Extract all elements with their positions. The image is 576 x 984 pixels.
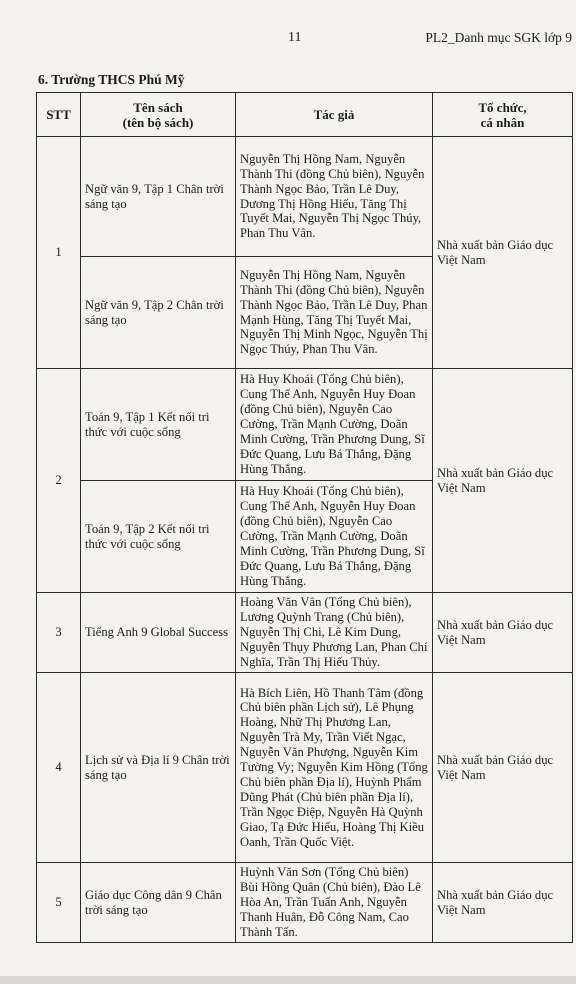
stt-cell: 4 — [37, 673, 81, 863]
authors-cell: Huỳnh Văn Sơn (Tổng Chủ biên) Bùi Hồng Quân (Chủ biên), Đào Lê Hòa An, Trần Tuấn Anh, Nguyễn Thanh Huân, Đỗ Công Nam, Cao Thành Tấn. — [236, 863, 433, 943]
publisher-cell: Nhà xuất bản Giáo dục Việt Nam — [433, 369, 573, 593]
textbook-table — [36, 92, 573, 943]
book-title-cell: Giáo dục Công dân 9 Chân trời sáng tạo — [81, 863, 236, 943]
authors-cell: Hà Huy Khoái (Tổng Chủ biên), Cung Thế Anh, Nguyễn Huy Đoan (đồng Chủ biên), Nguyễn Cao Cường, Trần Mạnh Cường, Doãn Minh Cường, Trần Phương Dung, Sĩ Đức Quang, Lưu Bá Thắng, Đặng Hùng Thắng. — [236, 481, 433, 593]
book-title-cell: Toán 9, Tập 2 Kết nối tri thức với cuộc sống — [81, 481, 236, 593]
book-title-cell: Ngữ văn 9, Tập 2 Chân trời sáng tạo — [81, 257, 236, 369]
authors-cell: Nguyễn Thị Hồng Nam, Nguyễn Thành Thi (đồng Chủ biên), Nguyễn Thành Ngọc Bảo, Trần Lê Duy, Dương Thị Hồng Hiếu, Tăng Thị Tuyết Mai, Nguyễn Thị Ngọc Thúy, Phan Thu Vân. — [236, 137, 433, 257]
publisher-cell: Nhà xuất bản Giáo dục Việt Nam — [433, 673, 573, 863]
table-row — [37, 137, 573, 257]
stt-cell: 5 — [37, 863, 81, 943]
authors-cell: Nguyễn Thị Hồng Nam, Nguyễn Thành Thi (đồng Chủ biên), Nguyễn Thành Ngọc Bảo, Trần Lê Duy, Phan Mạnh Hùng, Tăng Thị Tuyết Mai, Nguyễn Thị Minh Ngọc, Nguyễn Thị Ngọc Thúy, Phan Thu Vân. — [236, 257, 433, 369]
authors-cell: Hoàng Văn Vân (Tổng Chủ biên), Lương Quỳnh Trang (Chủ biên), Nguyễn Thị Chi, Lê Kim Dung, Nguyễn Thụy Phương Lan, Phan Chí Nghĩa, Trần Thị Hiếu Thủy. — [236, 593, 433, 673]
header-stt: STT — [37, 93, 81, 137]
stt-cell: 1 — [37, 137, 81, 369]
table-header-row — [37, 93, 573, 137]
authors-cell: Hà Bích Liên, Hồ Thanh Tâm (đồng Chủ biên phần Lịch sử), Lê Phụng Hoàng, Nhữ Thị Phương Lan, Nguyễn Trà My, Trần Viết Ngạc, Nguyễn Văn Phượng, Nguyễn Kim Tường Vy; Nguyễn Kim Hồng (Tổng Chủ biên phần Địa lí), Huỳnh Phẩm Dũng Phát (Chủ biên phần Địa lí), Trần Ngọc Điệp, Nguyễn Hà Quỳnh Giao, Tạ Đức Hiếu, Hoàng Thị Kiều Oanh, Trần Quốc Việt. — [236, 673, 433, 863]
table-row — [37, 863, 573, 943]
publisher-cell: Nhà xuất bản Giáo dục Việt Nam — [433, 863, 573, 943]
page-number: 11 — [288, 30, 302, 45]
header-author: Tác giả — [236, 93, 433, 137]
book-title-cell: Toán 9, Tập 1 Kết nối tri thức với cuộc sống — [81, 369, 236, 481]
section-title: 6. Trường THCS Phú Mỹ — [38, 72, 185, 87]
table-row — [37, 369, 573, 481]
header-book-name-line1: Tên sách — [133, 99, 183, 115]
publisher-cell: Nhà xuất bản Giáo dục Việt Nam — [433, 137, 573, 369]
book-title-cell: Lịch sử và Địa lí 9 Chân trời sáng tạo — [81, 673, 236, 863]
stt-cell: 3 — [37, 593, 81, 673]
authors-cell: Hà Huy Khoái (Tổng Chủ biên), Cung Thế Anh, Nguyễn Huy Đoan (đồng Chủ biên), Nguyễn Cao Cường, Trần Mạnh Cường, Doãn Minh Cường, Trần Phương Dung, Sĩ Đức Quang, Lưu Bá Thắng, Đặng Hùng Thắng. — [236, 369, 433, 481]
table-row — [37, 593, 573, 673]
document-label: PL2_Danh mục SGK lớp 9 — [425, 30, 572, 45]
header-organization — [433, 93, 573, 137]
book-title-cell: Tiếng Anh 9 Global Success — [81, 593, 236, 673]
header-book-name — [81, 93, 236, 137]
stt-cell: 2 — [37, 369, 81, 593]
publisher-cell: Nhà xuất bản Giáo dục Việt Nam — [433, 593, 573, 673]
book-title-cell: Ngữ văn 9, Tập 1 Chân trời sáng tạo — [81, 137, 236, 257]
table-row — [37, 673, 573, 863]
header-organization-line2: cá nhân — [480, 114, 525, 130]
header-organization-line1: Tổ chức, — [478, 99, 527, 115]
page-bottom-edge — [0, 976, 576, 984]
header-book-name-line2: (tên bộ sách) — [122, 114, 194, 130]
